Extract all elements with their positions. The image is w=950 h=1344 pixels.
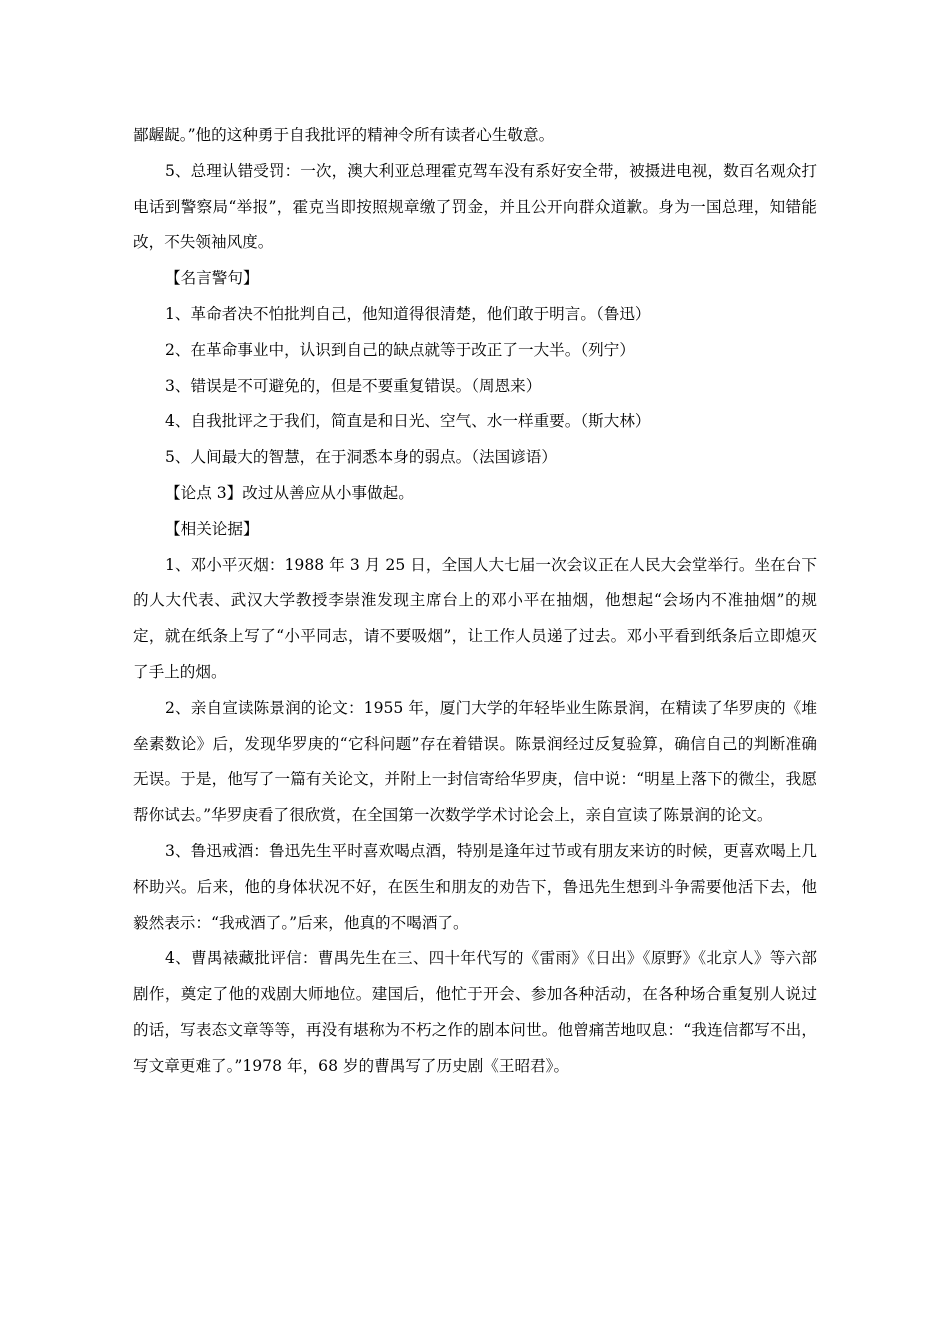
paragraph-continuation: 鄙龌龊。”他的这种勇于自我批评的精神令所有读者心生敬意。 <box>133 126 555 144</box>
section-heading-quotes: 【名言警句】 <box>165 269 259 288</box>
section-heading-argument-3: 【论点 3】改过从善应从小事做起。 <box>165 483 414 502</box>
paragraph-evidence-1: 1、邓小平灭烟：1988 年 3 月 25 日，全国人大七届一次会议正在人民大会堂举行。坐在台下的人大代表、武汉大学教授李崇淮发现主席台上的邓小平在抽烟，他想起“会场内不准抽烟”的规定，就在纸条上写了“小平同志，请不要吸烟”，让工作人员递了过去。邓小平看到纸条后立即熄灭了手上的烟。 <box>133 555 817 681</box>
quote-2: 2、在革命事业中，认识到自己的缺点就等于改正了一大半。（列宁） <box>165 340 635 359</box>
paragraph-example-5: 5、总理认错受罚：一次，澳大利亚总理霍克驾车没有系好安全带，被摄进电视，数百名观众打电话到警察局“举报”，霍克当即按照规章缴了罚金，并且公开向群众道歉。身为一国总理，知错能改，不失领袖风度。 <box>133 161 817 252</box>
paragraph-evidence-4: 4、曹禺裱藏批评信：曹禺先生在三、四十年代写的《雷雨》《日出》《原野》《北京人》等六部剧作，奠定了他的戏剧大师地位。建国后，他忙于开会、参加各种活动，在各种场合重复别人说过的话，写表态文章等等，再没有堪称为不朽之作的剧本问世。他曾痛苦地叹息：“我连信都写不出，写文章更难了。”1978 年，68 岁的曹禺写了历史剧《王昭君》。 <box>133 949 817 1075</box>
document-body <box>133 118 817 1085</box>
quote-4: 4、自我批评之于我们，简直是和日光、空气、水一样重要。（斯大林） <box>165 412 651 431</box>
paragraph-evidence-2: 2、亲自宣读陈景润的论文：1955 年，厦门大学的年轻毕业生陈景润，在精读了华罗庚的《堆垒素数论》后，发现华罗庚的“它科问题”存在着错误。陈景润经过反复验算，确信自己的判断准确无误。于是，他写了一篇有关论文，并附上一封信寄给华罗庚，信中说：“明星上落下的微尘，我愿帮你试去。”华罗庚看了很欣赏，在全国第一次数学学术讨论会上，亲自宣读了陈景润的论文。 <box>133 698 817 825</box>
quote-1: 1、革命者决不怕批判自己，他知道得很清楚，他们敢于明言。（鲁迅） <box>165 304 651 323</box>
paragraph-evidence-3: 3、鲁迅戒酒：鲁迅先生平时喜欢喝点酒，特别是逢年过节或有朋友来访的时候，更喜欢喝上几杯助兴。后来，他的身体状况不好，在医生和朋友的劝告下，鲁迅先生想到斗争需要他活下去，他毅然表示：“我戒酒了。”后来，他真的不喝酒了。 <box>133 841 817 932</box>
quote-3: 3、错误是不可避免的，但是不要重复错误。（周恩来） <box>165 376 542 395</box>
section-heading-evidence: 【相关论据】 <box>165 519 259 538</box>
quote-5: 5、人间最大的智慧，在于洞悉本身的弱点。（法国谚语） <box>165 448 557 467</box>
